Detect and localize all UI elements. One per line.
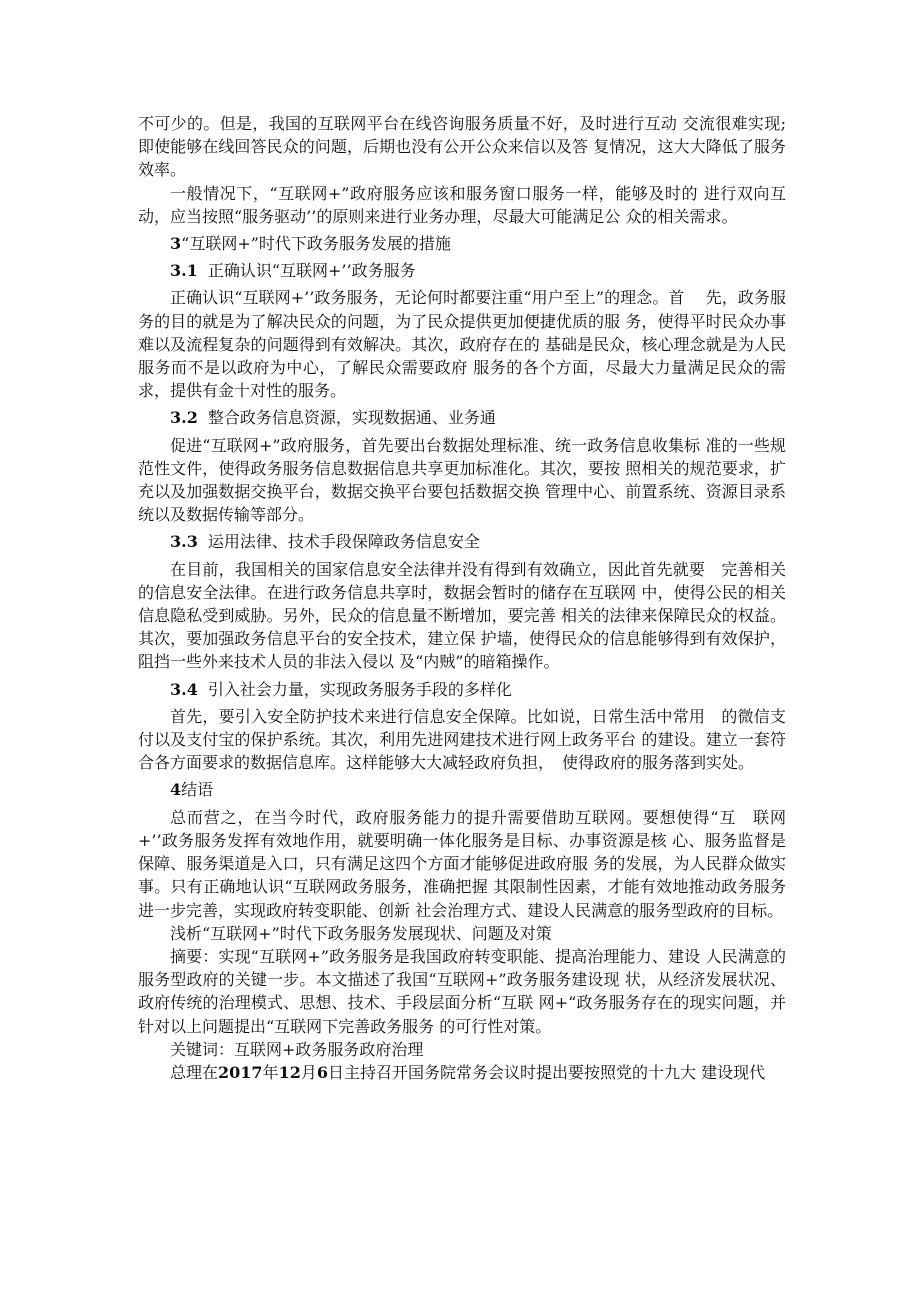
text-run: 月 <box>300 1062 317 1082</box>
paragraph-intro <box>138 1061 786 1084</box>
section-number: 3.4 <box>170 679 198 699</box>
abstract: 摘要：实现“互联网+”政务服务是我国政府转变职能、提高治理能力、建设 人民满意的服务型政府的关键一步。本文描述了我国“互联网+”政务服务建设现 状，从经济发展状况、政府传统的治理模式、思想、技术、手段层面分析“互联 网+“政务服务存在的现实问题，并针对以上问题提出“互联网下完善政务服务 的可行性对策。 <box>138 946 786 1036</box>
section-number: 3.1 <box>170 261 198 281</box>
document-body <box>138 112 786 1084</box>
section-title: 运用法律、技术手段保障政务信息安全 <box>207 532 480 552</box>
paragraph-continuation: 不可少的。但是，我国的互联网平台在线咨询服务质量不好，及时进行互动 交流很难实现;即使能够在线回答民众的问题，后期也没有公开公众来信以及答 复情况，这大大降低了服务效率。 <box>138 114 786 180</box>
section-number: 3.3 <box>170 532 198 552</box>
text-run: 日主持召开国务院常务会议时提出要按照党的十九大 建设现代 <box>327 1062 766 1082</box>
text-run: 年 <box>262 1062 279 1082</box>
keywords: 关键词：互联网+政务服务政府治理 <box>170 1039 424 1059</box>
section-heading-3-1 <box>138 259 786 282</box>
paragraph-3-4: 首先，要引入安全防护技术来进行信息安全保障。比如说，日常生活中常用 的微信支付以及支付宝的保护系统。其次，利用先进网建技术进行网上政务平台 的建设。建立一套符合各方面要求的数据信息库。这样能够大大减轻政府负担， 使得政府的服务落到实处。 <box>138 706 786 773</box>
section-number: 3 <box>170 234 182 254</box>
section-heading-3-4 <box>138 678 786 701</box>
section-heading-3-2 <box>138 406 786 429</box>
year-value: 2017 <box>218 1062 263 1082</box>
section-heading-4 <box>138 778 786 801</box>
section-title: 正确认识“互联网+’’政务服务 <box>207 261 416 281</box>
article-title: 浅析“互联网+”时代下政务服务发展现状、问题及对策 <box>170 923 552 943</box>
section-title: “互联网+”时代下政务服务发展的措施 <box>181 234 451 254</box>
day-value: 6 <box>316 1062 328 1082</box>
paragraph-conclusion: 总而营之，在当今时代，政府服务能力的提升需要借助互联网。要想使得“互 联网+’’政务服务发挥有效地作用，就要明确一体化服务是目标、办事资源是核 心、服务监督是保障、服务渠道是入口，只有满足这四个方面才能够促进政府服 务的发展，为人民群众做实事。只有正确地认识“互联网政务服务，准确把握 其限制性因素，才能有效地推动政务服务进一步完善，实现政府转变职能、创新 社会治理方式、建设人民满意的服务型政府的目标。 <box>138 807 786 920</box>
section-title: 结语 <box>181 780 214 800</box>
section-title: 整合政务信息资源，实现数据通、业务通 <box>207 408 496 428</box>
section-number: 4 <box>170 780 182 800</box>
section-heading-3 <box>138 232 786 255</box>
text-run: 总理在 <box>170 1062 219 1082</box>
section-number: 3.2 <box>170 408 198 428</box>
month-value: 12 <box>278 1062 301 1082</box>
section-heading-3-3 <box>138 530 786 553</box>
paragraph-two-way-interaction: 一般情况下，“互联网+”政府服务应该和服务窗口服务一样，能够及时的 进行双向互动，应当按照“服务驱动’’的原则来进行业务办理，尽最大可能满足公 众的相关需求。 <box>138 183 786 226</box>
paragraph-3-1: 正确认识“互联网+’’政务服务，无论何时都要注重“用户至上”的理念。首 先，政务服务的目的就是为了解决民众的问题，为了民众提供更加便捷优质的服 务，使得平时民众办事难以及流程复杂的问题得到有效解决。其次，政府存在的 基础是民众，核心理念就是为人民服务而不是以政府为中心，了解民众需要政府 服务的各个方面，尽最大力量满足民众的需求，提供有金十对性的服务。 <box>138 288 786 401</box>
paragraph-3-2: 促进“互联网+”政府服务，首先要出台数据处理标准、统一政务信息收集标 准的一些规范性文件，使得政务服务信息数据信息共享更加标准化。其次，要按 照相关的规范要求，扩充以及加强数据交换平台，数据交换平台要包括数据交换 管理中心、前置系统、资源目录系统以及数据传输等部分。 <box>138 435 786 525</box>
section-title: 引入社会力量，实现政务服务手段的多样化 <box>207 679 512 699</box>
paragraph-3-3: 在目前，我国相关的国家信息安全法律并没有得到有效确立，因此首先就要 完善相关的信息安全法律。在进行政务信息共享时，数据会暂时的储存在互联网 中，使得公民的相关信息隐私受到威胁。另外，民众的信息量不断增加，要完善 相关的法律来保障民众的权益。其次，要加强政务信息平台的安全技术，建立保 护墙，使得民众的信息能够得到有效保护，阻挡一些外来技术人员的非法入侵以 及“内贼”的暗箱操作。 <box>138 559 786 672</box>
